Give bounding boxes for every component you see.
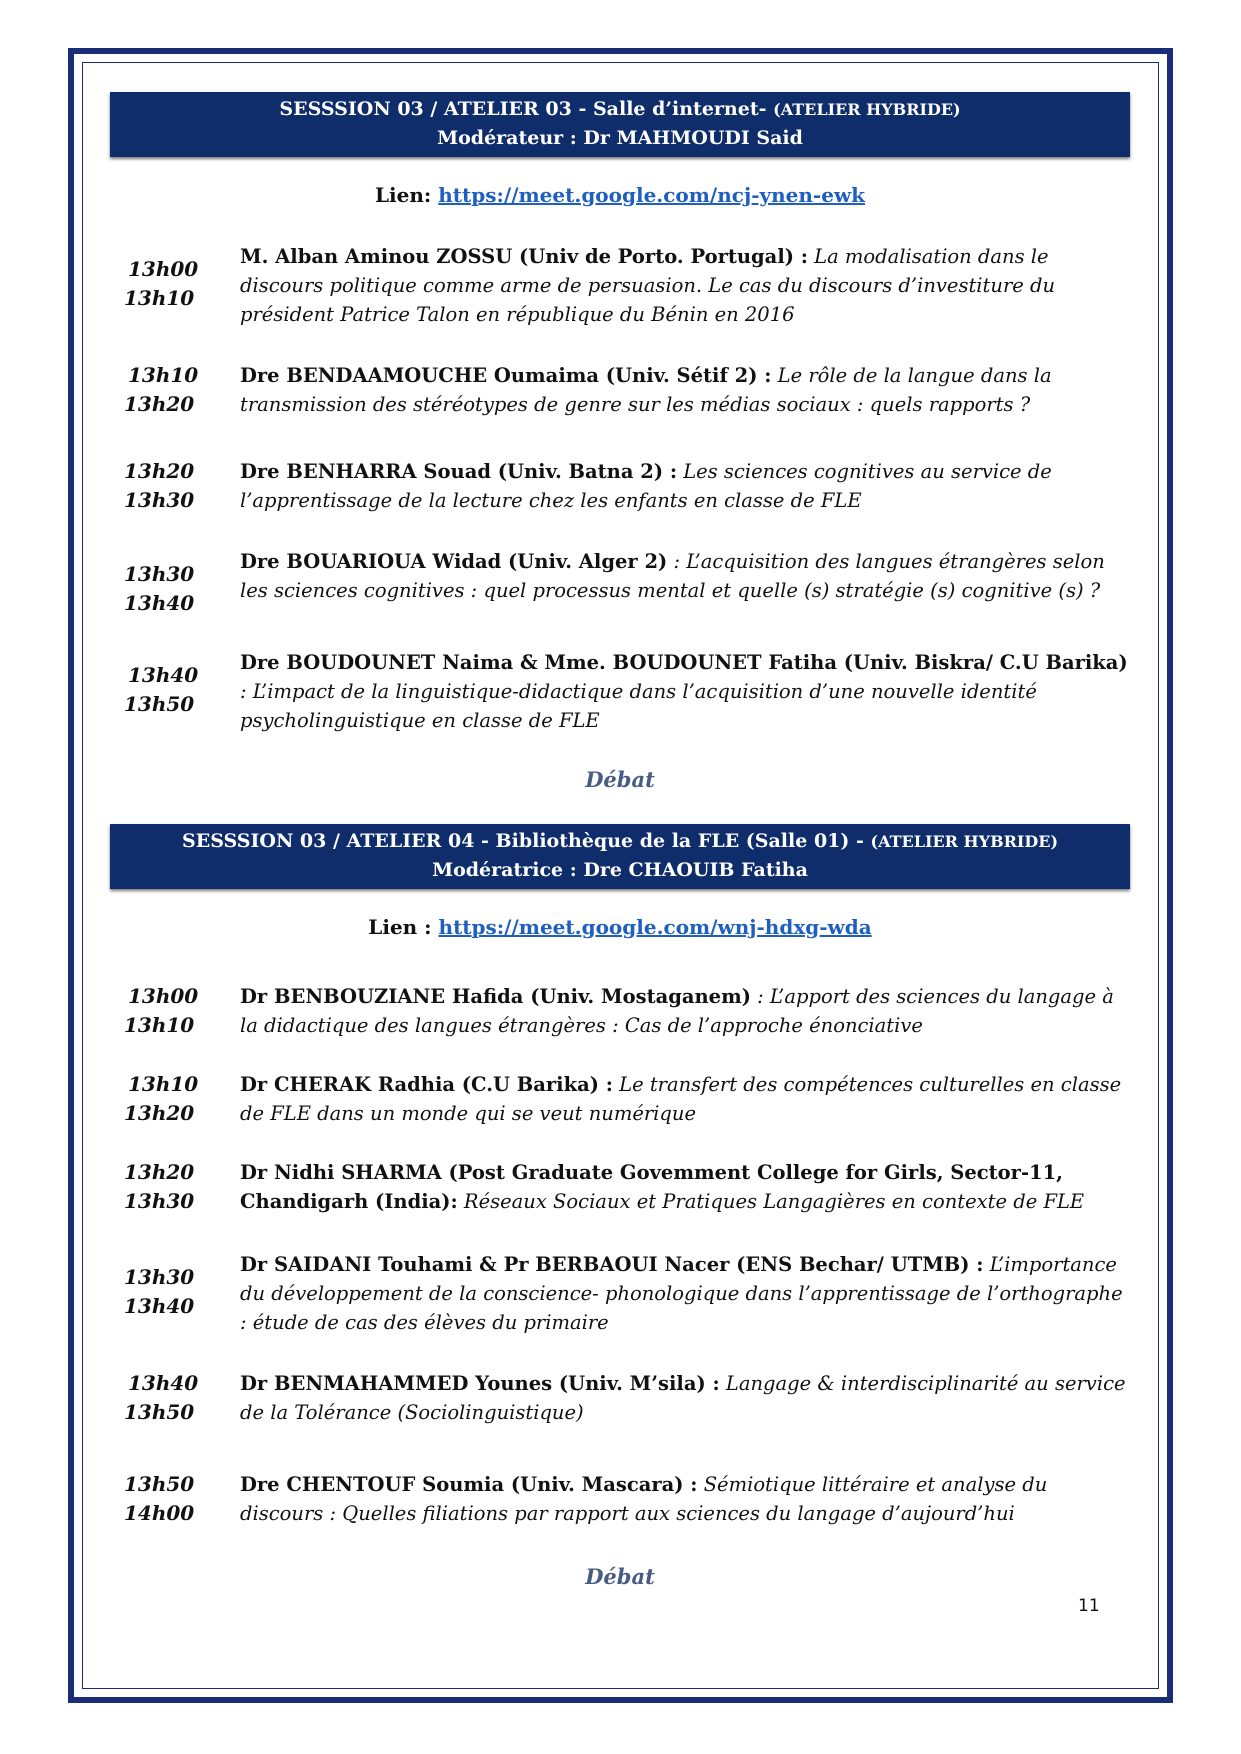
session-header <box>110 92 1130 157</box>
talk-time: 13h00 13h10 <box>124 257 199 310</box>
talk-time: 13h40 13h50 <box>124 1371 199 1424</box>
session-moderator: Modérateur : Dr MAHMOUDI Said <box>437 127 803 149</box>
session-title: SESSSION 03 / ATELIER 04 - Bibliothèque de la FLE (Salle 01) - (ATELIER HYBRIDE) <box>181 830 1059 852</box>
session-link-line <box>110 915 1130 939</box>
talk-time: 13h30 13h40 <box>124 562 195 615</box>
debate-label: Débat <box>585 1564 655 1589</box>
talk-time: 13h10 13h20 <box>124 363 199 416</box>
talk-description: Dre BOUDOUNET Naima & Mme. BOUDOUNET Fatiha (Univ. Biskra/ C.U Barika) : L’impact de la linguistique-didactique dans l’acquisition d’une nouvelle identité psycholinguistique en classe de FLE <box>240 651 1128 732</box>
talk-description: Dr CHERAK Radhia (C.U Barika) : Le transfert des compétences culturelles en classe de FLE dans un monde qui se veut numérique <box>240 1073 1122 1125</box>
session-link-line <box>110 183 1130 207</box>
talk-description: Dr BENBOUZIANE Hafida (Univ. Mostaganem) : L’apport des sciences du langage à la didactique des langues étrangères : Cas de l’approche énonciative <box>240 985 1114 1037</box>
talk-description: M. Alban Aminou ZOSSU (Univ de Porto. Portugal) : La modalisation dans le discours politique comme arme de persuasion. Le cas du discours d’investiture du président Patrice Talon en république du Bénin en 2016 <box>240 245 1056 326</box>
talk-description: Dre BOUARIOUA Widad (Univ. Alger 2) : L’acquisition des langues étrangères selon les sciences cognitives : quel processus mental et quelle (s) stratégie (s) cognitive (s) ? <box>240 550 1105 602</box>
link-label: Lien : <box>368 915 432 939</box>
page-number: 11 <box>1078 1596 1100 1616</box>
meet-link[interactable]: https://meet.google.com/wnj-hdxg-wda <box>438 915 872 939</box>
talk-description: Dr BENMAHAMMED Younes (Univ. M’sila) : Langage & interdisciplinarité au service de la Tolérance (Sociolinguistique) <box>240 1372 1126 1424</box>
talk-description: Dr SAIDANI Touhami & Pr BERBAOUI Nacer (ENS Bechar/ UTMB) : L’importance du développement de la conscience- phonologique dans l’apprentissage de l’orthographe : étude de cas des élèves du primaire <box>240 1253 1123 1334</box>
talk-time: 13h10 13h20 <box>124 1072 199 1125</box>
talk-time: 13h20 13h30 <box>124 1160 195 1213</box>
debate-label: Débat <box>585 767 655 792</box>
session-header <box>110 824 1130 889</box>
talk-description: Dre CHENTOUF Soumia (Univ. Mascara) : Sémiotique littéraire et analyse du discours : Quelles filiations par rapport aux sciences du langage d’aujourd’hui <box>240 1473 1048 1525</box>
talk-time: 13h00 13h10 <box>124 984 199 1037</box>
session-moderator: Modératrice : Dre CHAOUIB Fatiha <box>432 859 808 881</box>
talk-time: 13h50 14h00 <box>124 1472 195 1525</box>
session-title: SESSSION 03 / ATELIER 03 - Salle d’internet- (ATELIER HYBRIDE) <box>279 98 961 120</box>
talk-time: 13h30 13h40 <box>124 1265 195 1318</box>
link-label: Lien: <box>374 183 432 207</box>
talk-time: 13h20 13h30 <box>124 459 195 512</box>
talk-time: 13h40 13h50 <box>124 663 199 716</box>
talk-description: Dr Nidhi SHARMA (Post Graduate Govemment College for Girls, Sector-11, Chandigarh (India): Réseaux Sociaux et Pratiques Langagières en contexte de FLE <box>240 1161 1085 1213</box>
talk-description: Dre BENDAAMOUCHE Oumaima (Univ. Sétif 2) : Le rôle de la langue dans la transmission des stéréotypes de genre sur les médias sociaux : quels rapports ? <box>240 364 1052 416</box>
talk-description: Dre BENHARRA Souad (Univ. Batna 2) : Les sciences cognitives au service de l’apprentissage de la lecture chez les enfants en classe de FLE <box>240 460 1052 512</box>
meet-link[interactable]: https://meet.google.com/ncj-ynen-ewk <box>438 183 866 207</box>
